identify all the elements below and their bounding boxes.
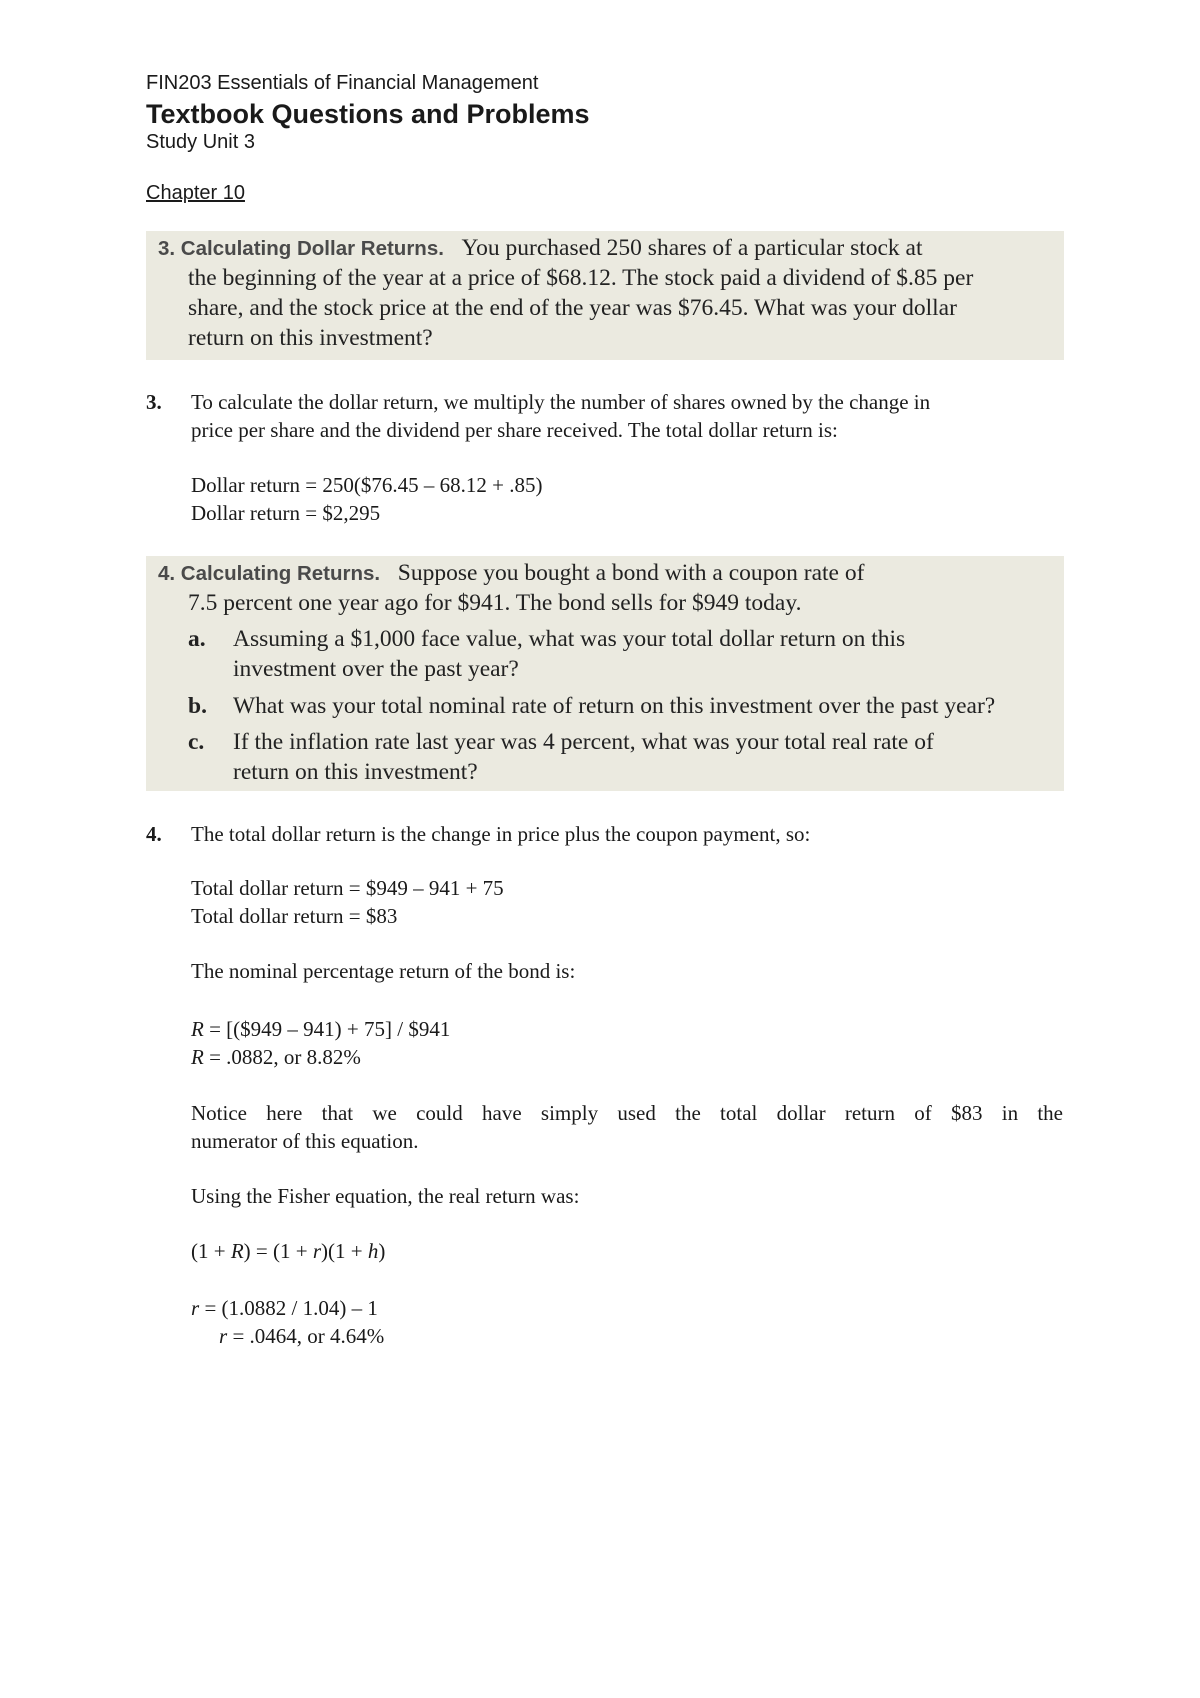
answer-4-intro: The total dollar return is the change in price plus the coupon payment, so:: [191, 822, 811, 846]
fisher-part: (1 +: [191, 1239, 231, 1263]
real-eq-1-text: = (1.0882 / 1.04) – 1: [199, 1296, 378, 1320]
part-a-line-2: investment over the past year?: [233, 656, 519, 682]
question-4-box: [146, 556, 1064, 791]
fisher-part: )(1 +: [321, 1239, 368, 1263]
variable-h: h: [367, 1239, 379, 1263]
real-return-equation-1: [191, 1296, 378, 1321]
question-4-heading: 4. Calculating Returns.: [158, 562, 381, 585]
fisher-intro: Using the Fisher equation, the real return was:: [191, 1184, 580, 1208]
course-name: FIN203 Essentials of Financial Management: [146, 72, 539, 94]
question-3-line-2: the beginning of the year at a price of $68.12. The stock paid a dividend of $.85 per: [188, 265, 974, 291]
question-3-line-4: return on this investment?: [188, 325, 433, 351]
real-return-equation-2: [219, 1324, 384, 1349]
nominal-return-equation-2: [191, 1045, 361, 1070]
question-3-heading: 3. Calculating Dollar Returns.: [158, 237, 444, 260]
answer-3-equation-2: Dollar return = $2,295: [191, 501, 381, 525]
question-4-text: Suppose you bought a bond with a coupon rate of: [397, 560, 865, 586]
answer-3-line-1: To calculate the dollar return, we multiply the number of shares owned by the change in: [191, 390, 931, 414]
answer-4-number: 4.: [146, 822, 162, 846]
nominal-eq-1-text: = [($949 – 941) + 75] / $941: [203, 1017, 451, 1041]
notice-line-1: Notice here that we could have simply used the total dollar return of $83 in the: [191, 1101, 1063, 1125]
question-4-line-1: [158, 560, 864, 587]
notice-line-2: numerator of this equation.: [191, 1129, 419, 1153]
nominal-return-equation-1: [191, 1017, 450, 1042]
nominal-eq-2-text: = .0882, or 8.82%: [203, 1045, 361, 1069]
answer-3-line-2: price per share and the dividend per share received. The total dollar return is:: [191, 418, 838, 442]
variable-r: r: [191, 1296, 200, 1320]
variable-R: R: [191, 1045, 204, 1069]
fisher-part: ): [378, 1239, 386, 1263]
question-3-line-1: [158, 235, 923, 262]
answer-4-equation-1: Total dollar return = $949 – 941 + 75: [191, 876, 504, 900]
part-c-label: c.: [188, 729, 205, 755]
part-b-label: b.: [188, 693, 207, 719]
part-a-line-1: Assuming a $1,000 face value, what was your total dollar return on this: [233, 626, 906, 652]
question-3-line-3: share, and the stock price at the end of the year was $76.45. What was your dollar: [188, 295, 957, 321]
answer-3-equation-1: Dollar return = 250($76.45 – 68.12 + .85): [191, 473, 543, 497]
variable-R: R: [230, 1239, 244, 1263]
nominal-return-intro: The nominal percentage return of the bond is:: [191, 959, 576, 983]
part-c-line-1: If the inflation rate last year was 4 percent, what was your total real rate of: [233, 729, 934, 755]
variable-r: r: [219, 1324, 228, 1348]
question-3-text: You purchased 250 shares of a particular stock at: [461, 235, 923, 261]
real-eq-2-text: = .0464, or 4.64%: [227, 1324, 385, 1348]
fisher-equation: [191, 1239, 385, 1264]
page-title: Textbook Questions and Problems: [146, 99, 590, 129]
variable-r: r: [312, 1239, 322, 1263]
chapter-heading: Chapter 10: [146, 182, 245, 204]
question-3-box: [146, 231, 1064, 360]
question-4-line-2: 7.5 percent one year ago for $941. The bond sells for $949 today.: [188, 590, 802, 616]
part-c-line-2: return on this investment?: [233, 759, 478, 785]
answer-4-equation-2: Total dollar return = $83: [191, 904, 398, 928]
part-a-label: a.: [188, 626, 206, 652]
study-unit: Study Unit 3: [146, 131, 255, 153]
part-b-line-1: What was your total nominal rate of return on this investment over the past year?: [233, 693, 996, 719]
answer-3-number: 3.: [146, 390, 162, 414]
variable-R: R: [191, 1017, 204, 1041]
fisher-part: ) = (1 +: [243, 1239, 313, 1263]
